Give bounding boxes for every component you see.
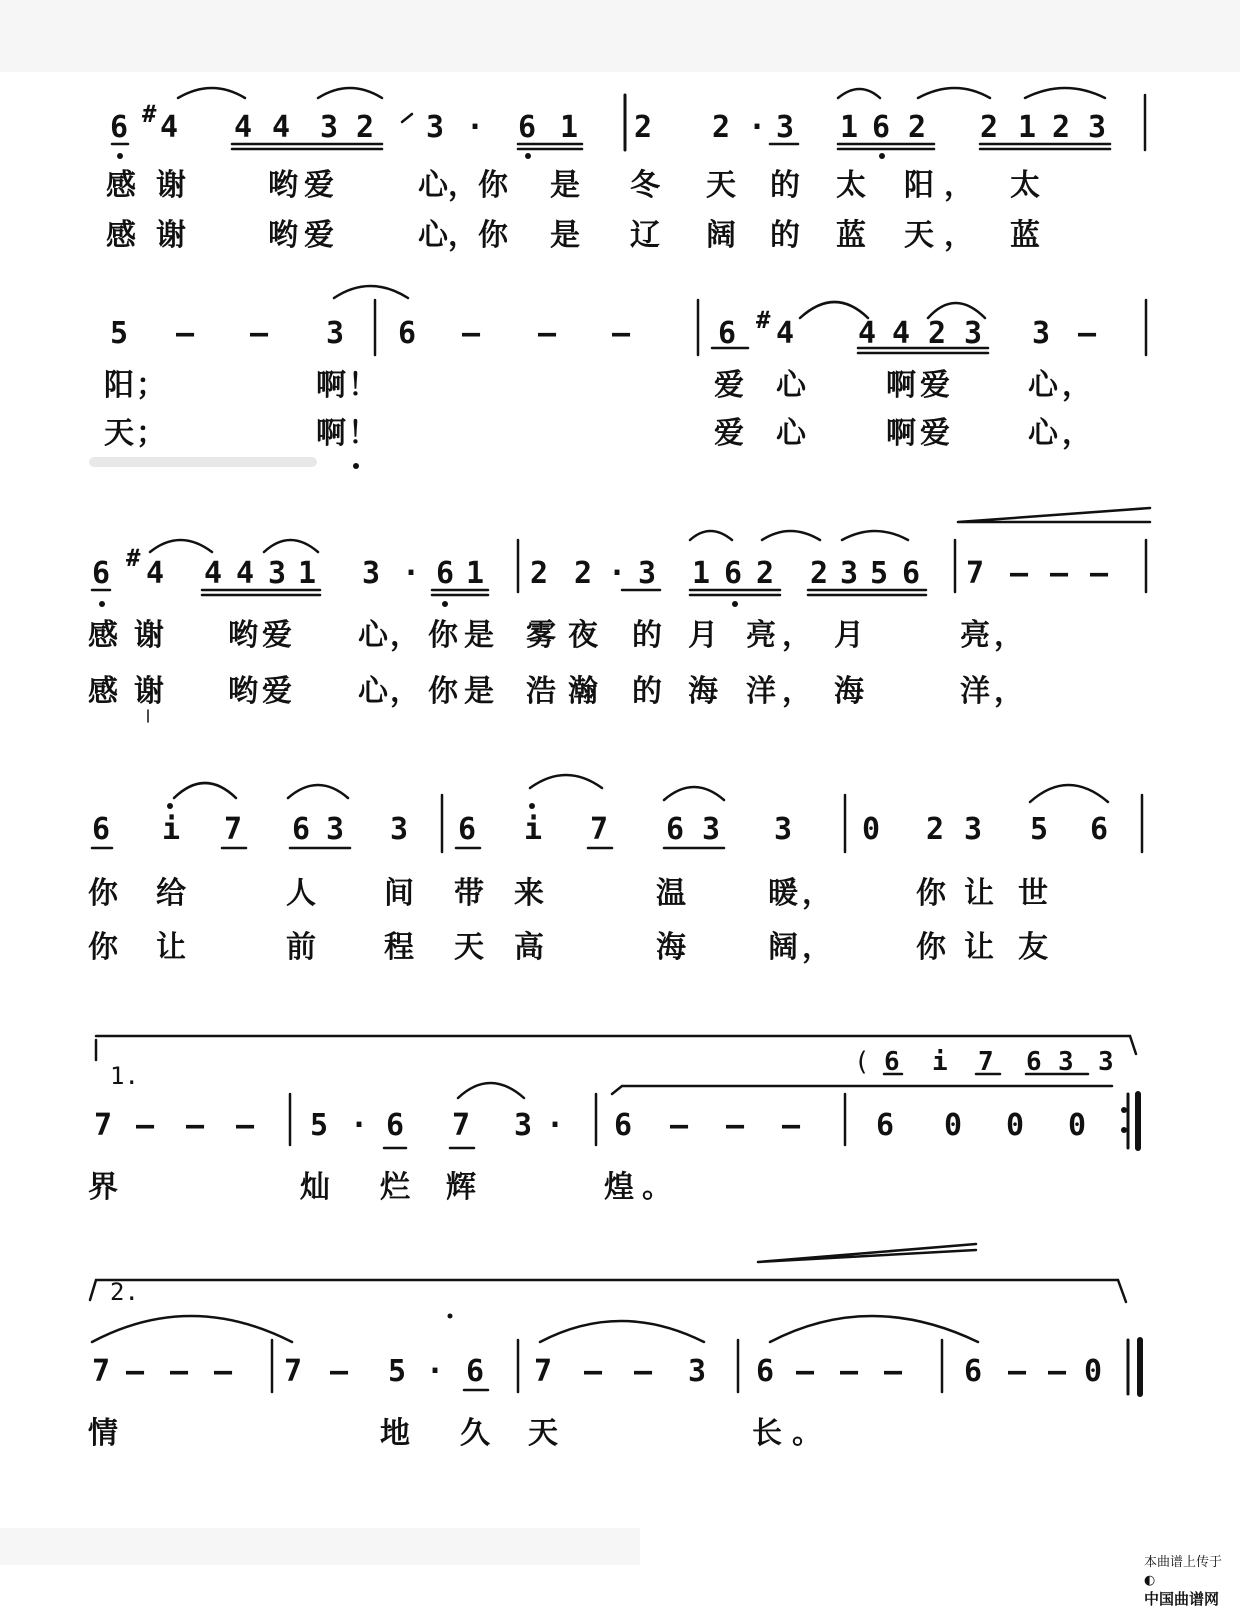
- note: 6: [872, 110, 891, 145]
- note: 6: [1026, 1047, 1042, 1077]
- note: 3: [326, 812, 345, 847]
- lyric: 你: [478, 218, 508, 253]
- lyric: 阳: [104, 368, 134, 403]
- dash: –: [1090, 556, 1109, 591]
- lyric: 啊: [316, 416, 346, 451]
- note: 4: [236, 556, 255, 591]
- note: 3: [1098, 1047, 1114, 1077]
- dash: –: [176, 316, 195, 351]
- lyric: 灿: [300, 1170, 330, 1205]
- lyric: 是: [464, 618, 494, 653]
- lyric: ，: [782, 618, 812, 653]
- lyric: 天: [104, 416, 134, 451]
- note: 6: [666, 812, 685, 847]
- note: 6: [458, 812, 477, 847]
- note: 2: [574, 556, 593, 591]
- note: i: [524, 812, 543, 847]
- lyric: 洋: [960, 674, 990, 709]
- note: 3: [840, 556, 859, 591]
- note: i: [932, 1047, 948, 1077]
- system4-lines: [92, 775, 1142, 852]
- lyric: 心: [358, 618, 388, 653]
- footer-prefix: 本曲谱上传于: [1143, 1555, 1222, 1570]
- note: 3: [1032, 316, 1051, 351]
- note: 3: [326, 316, 345, 351]
- lyric: 哟: [228, 674, 258, 709]
- lyric: 让: [964, 876, 994, 911]
- lyric: 温: [656, 876, 686, 911]
- note: 3: [1058, 1047, 1074, 1077]
- lyric: 情: [88, 1416, 118, 1451]
- lyric: 爱: [304, 168, 334, 203]
- lyric: 谢: [134, 618, 164, 653]
- sharp-sign: #: [126, 544, 141, 572]
- lyric: 浩: [526, 674, 556, 709]
- note: 3: [638, 556, 657, 591]
- lyric: ！: [348, 368, 378, 403]
- note: 6: [518, 110, 537, 145]
- lyric: 的: [770, 218, 800, 253]
- note: 1: [1018, 110, 1037, 145]
- lyric: 。: [642, 1170, 672, 1205]
- note: ·: [350, 1108, 369, 1143]
- lyric: 辽: [630, 218, 660, 253]
- lyric: 天: [706, 168, 736, 203]
- lyric: 阳: [904, 168, 934, 203]
- lyric: 爱: [920, 416, 950, 451]
- lyric: 阔: [768, 930, 798, 965]
- lyric: ，: [994, 674, 1024, 709]
- dash: –: [126, 1354, 145, 1389]
- lyric: 是: [550, 168, 580, 203]
- lyric: 海: [688, 674, 718, 709]
- lyric: 来: [514, 876, 544, 911]
- note: 1: [466, 556, 485, 591]
- dash: –: [538, 316, 557, 351]
- lyric: 让: [964, 930, 994, 965]
- lyric: 的: [632, 618, 662, 653]
- note: 2: [1052, 110, 1071, 145]
- lyric: ，: [944, 168, 974, 203]
- lyric: 你: [428, 618, 458, 653]
- lyric: 天: [454, 930, 484, 965]
- note: 6: [1090, 812, 1109, 847]
- note: 1: [692, 556, 711, 591]
- lyric: 友: [1018, 930, 1048, 965]
- dash: –: [1050, 556, 1069, 591]
- lyric: 啊: [316, 368, 346, 403]
- note: 3: [774, 812, 793, 847]
- lyric: 夜: [568, 618, 598, 653]
- lyric: 月: [688, 618, 718, 653]
- volta-number: 2.: [110, 1278, 139, 1306]
- lyric: 啊: [886, 368, 916, 403]
- note: 0: [944, 1108, 963, 1143]
- note: 5: [310, 1108, 329, 1143]
- lyric: 亮: [746, 618, 776, 653]
- lyric: 蓝: [836, 218, 866, 253]
- note: 2: [530, 556, 549, 591]
- note: 4: [892, 316, 911, 351]
- lyric: ，: [390, 674, 420, 709]
- lyric: 感: [106, 168, 136, 203]
- dash: –: [670, 1108, 689, 1143]
- note: 3: [426, 110, 445, 145]
- lyric: 的: [770, 168, 800, 203]
- lyric: 的: [632, 674, 662, 709]
- note: 3: [268, 556, 287, 591]
- note: 7: [966, 556, 985, 591]
- note: 3: [362, 556, 381, 591]
- note: 6: [756, 1354, 775, 1389]
- lyric: 爱: [714, 368, 744, 403]
- lyric: 带: [454, 876, 484, 911]
- sharp-sign: #: [756, 306, 771, 334]
- note: 6: [876, 1108, 895, 1143]
- lyric: ，: [782, 674, 812, 709]
- dash: –: [796, 1354, 815, 1389]
- lyric: 谢: [134, 674, 164, 709]
- dash: –: [136, 1108, 155, 1143]
- lyric: 雾: [526, 618, 556, 653]
- note: 6: [718, 316, 737, 351]
- lyric: 地: [380, 1416, 410, 1451]
- note: 2: [634, 110, 653, 145]
- lyric: 给: [156, 876, 186, 911]
- lyric: 感: [88, 674, 118, 709]
- note: 5: [1030, 812, 1049, 847]
- note: 5: [870, 556, 889, 591]
- note: 7: [978, 1047, 994, 1077]
- lyric: 前: [286, 930, 316, 965]
- dash: –: [726, 1108, 745, 1143]
- lyric: 心: [358, 674, 388, 709]
- note: ·: [466, 110, 485, 145]
- note: 2: [756, 556, 775, 591]
- note: 2: [928, 316, 947, 351]
- note: 7: [534, 1354, 553, 1389]
- note: 1: [298, 556, 317, 591]
- dash: –: [330, 1354, 349, 1389]
- dash: –: [1078, 316, 1097, 351]
- note: 6: [724, 556, 743, 591]
- lyric: 心: [418, 218, 448, 253]
- note: 6: [614, 1108, 633, 1143]
- note: 6: [466, 1354, 485, 1389]
- note: ·: [546, 1108, 565, 1143]
- lyric: 世: [1018, 876, 1048, 911]
- lyric: 爱: [714, 416, 744, 451]
- lyric: 你: [88, 876, 118, 911]
- note: 2: [980, 110, 999, 145]
- site-logo-icon: ◐: [1143, 1573, 1156, 1588]
- note: 0: [1006, 1108, 1025, 1143]
- lyric: 感: [106, 218, 136, 253]
- lyric: 冬: [630, 168, 660, 203]
- lyric: ，: [448, 168, 478, 203]
- note: 1: [840, 110, 859, 145]
- note: 5: [388, 1354, 407, 1389]
- note: ·: [426, 1354, 445, 1389]
- lyric: ；: [136, 416, 166, 451]
- footer-watermark: [1136, 1536, 1222, 1610]
- lyric: 是: [550, 218, 580, 253]
- lyric: 是: [464, 674, 494, 709]
- dash: –: [462, 316, 481, 351]
- note: 4: [204, 556, 223, 591]
- lyric: 长: [752, 1416, 782, 1451]
- note: 3: [702, 812, 721, 847]
- note: 4: [776, 316, 795, 351]
- lyric: ，: [390, 618, 420, 653]
- lyric: 洋: [746, 674, 776, 709]
- system4-dots: [167, 803, 535, 809]
- note: 6: [398, 316, 417, 351]
- note: 4: [858, 316, 877, 351]
- dash: –: [634, 1354, 653, 1389]
- dash: –: [1010, 556, 1029, 591]
- lyric: ！: [348, 416, 378, 451]
- lyric: ，: [1062, 368, 1092, 403]
- lyric: 哟: [268, 168, 298, 203]
- note: 7: [224, 812, 243, 847]
- lyric: 程: [384, 930, 414, 965]
- note: 4: [272, 110, 291, 145]
- lyric: 你: [88, 930, 118, 965]
- lyric: 人: [286, 876, 316, 911]
- lyric: 烂: [380, 1170, 410, 1205]
- lyric: 亮: [960, 618, 990, 653]
- lyric: 界: [88, 1170, 118, 1205]
- lyric: 海: [834, 674, 864, 709]
- note: 2: [926, 812, 945, 847]
- dash: –: [236, 1108, 255, 1143]
- dash: –: [170, 1354, 189, 1389]
- lyric: 哟: [228, 618, 258, 653]
- footer-site: 中国曲谱网: [1143, 1590, 1219, 1608]
- lyric: 辉: [446, 1170, 476, 1205]
- note: 6: [92, 556, 111, 591]
- note: 3: [964, 316, 983, 351]
- lyric: 爱: [262, 674, 292, 709]
- lyric: 太: [836, 168, 866, 203]
- note: 6: [884, 1047, 900, 1077]
- lyric: ，: [944, 218, 974, 253]
- note: 6: [436, 556, 455, 591]
- system3-dots: [99, 601, 738, 607]
- note: 7: [94, 1108, 113, 1143]
- dash: –: [214, 1354, 233, 1389]
- dash: –: [186, 1108, 205, 1143]
- note: 1: [560, 110, 579, 145]
- note: 6: [110, 110, 129, 145]
- note: 3: [688, 1354, 707, 1389]
- note: 6: [292, 812, 311, 847]
- lyric: 煌: [604, 1170, 634, 1205]
- lyric: 谢: [156, 168, 186, 203]
- lyric: 让: [156, 930, 186, 965]
- dash: –: [884, 1354, 903, 1389]
- note: 6: [92, 812, 111, 847]
- lyric: 心: [1028, 368, 1058, 403]
- note: 2: [356, 110, 375, 145]
- note: 7: [590, 812, 609, 847]
- system2-lines: [94, 286, 1146, 462]
- lyric: ，: [1062, 416, 1092, 451]
- note: 7: [92, 1354, 111, 1389]
- lyric: 久: [460, 1416, 490, 1451]
- note: 3: [514, 1108, 533, 1143]
- lyric: 天: [528, 1416, 558, 1451]
- lyric: 爱: [304, 218, 334, 253]
- lyric: 暖: [768, 876, 798, 911]
- lyric: 阔: [706, 218, 736, 253]
- note: 2: [712, 110, 731, 145]
- lyric: 。: [792, 1416, 822, 1451]
- lyric: 你: [478, 168, 508, 203]
- note: 4: [160, 110, 179, 145]
- note: 0: [862, 812, 881, 847]
- lyric: 哟: [268, 218, 298, 253]
- note: 0: [1068, 1108, 1087, 1143]
- note: 6: [386, 1108, 405, 1143]
- lyric: 心: [1028, 416, 1058, 451]
- note: i: [162, 812, 181, 847]
- note: ·: [402, 556, 421, 591]
- lyric: 间: [384, 876, 414, 911]
- lyric: ，: [802, 930, 832, 965]
- note: 4: [234, 110, 253, 145]
- lyric: 蓝: [1010, 218, 1040, 253]
- lyric: 爱: [920, 368, 950, 403]
- system2-dots: [353, 463, 359, 469]
- sharp-sign: #: [142, 100, 157, 128]
- note: 3: [320, 110, 339, 145]
- system1-dots: [117, 153, 885, 159]
- lyric: 高: [514, 930, 544, 965]
- note: 6: [902, 556, 921, 591]
- dash: –: [250, 316, 269, 351]
- note: 5: [110, 316, 129, 351]
- note: ·: [608, 556, 627, 591]
- lyric: 海: [656, 930, 686, 965]
- system6-lines: [90, 1244, 1140, 1394]
- lyric: 你: [428, 674, 458, 709]
- note: 3: [964, 812, 983, 847]
- dash: –: [612, 316, 631, 351]
- lyric: ；: [136, 368, 166, 403]
- lyric: 心: [776, 416, 806, 451]
- lyric: 心: [776, 368, 806, 403]
- lyric: 太: [1010, 168, 1040, 203]
- note: 6: [964, 1354, 983, 1389]
- lyric: 心: [418, 168, 448, 203]
- lyric: 瀚: [568, 674, 598, 709]
- lyric: 你: [916, 876, 946, 911]
- lyric: 感: [88, 618, 118, 653]
- volta-number: 1.: [110, 1062, 139, 1090]
- note: ·: [748, 110, 767, 145]
- lyric: ，: [994, 618, 1024, 653]
- note: 0: [1084, 1354, 1103, 1389]
- note: 4: [146, 556, 165, 591]
- note: 3: [1088, 110, 1107, 145]
- note: 3: [776, 110, 795, 145]
- lyric: 爱: [262, 618, 292, 653]
- lyric: 天: [904, 218, 934, 253]
- lyric: 啊: [886, 416, 916, 451]
- note: 2: [908, 110, 927, 145]
- dash: –: [1048, 1354, 1067, 1389]
- note: 7: [452, 1108, 471, 1143]
- lyric: 谢: [156, 218, 186, 253]
- note: 7: [284, 1354, 303, 1389]
- lyric: ，: [802, 876, 832, 911]
- lyric: 月: [834, 618, 864, 653]
- lyric: ，: [448, 218, 478, 253]
- note: 3: [390, 812, 409, 847]
- lyric: 你: [916, 930, 946, 965]
- dash: –: [840, 1354, 859, 1389]
- dash: –: [1008, 1354, 1027, 1389]
- note: 2: [810, 556, 829, 591]
- dash: –: [782, 1108, 801, 1143]
- dash: –: [584, 1354, 603, 1389]
- parenthesis: (: [854, 1047, 870, 1077]
